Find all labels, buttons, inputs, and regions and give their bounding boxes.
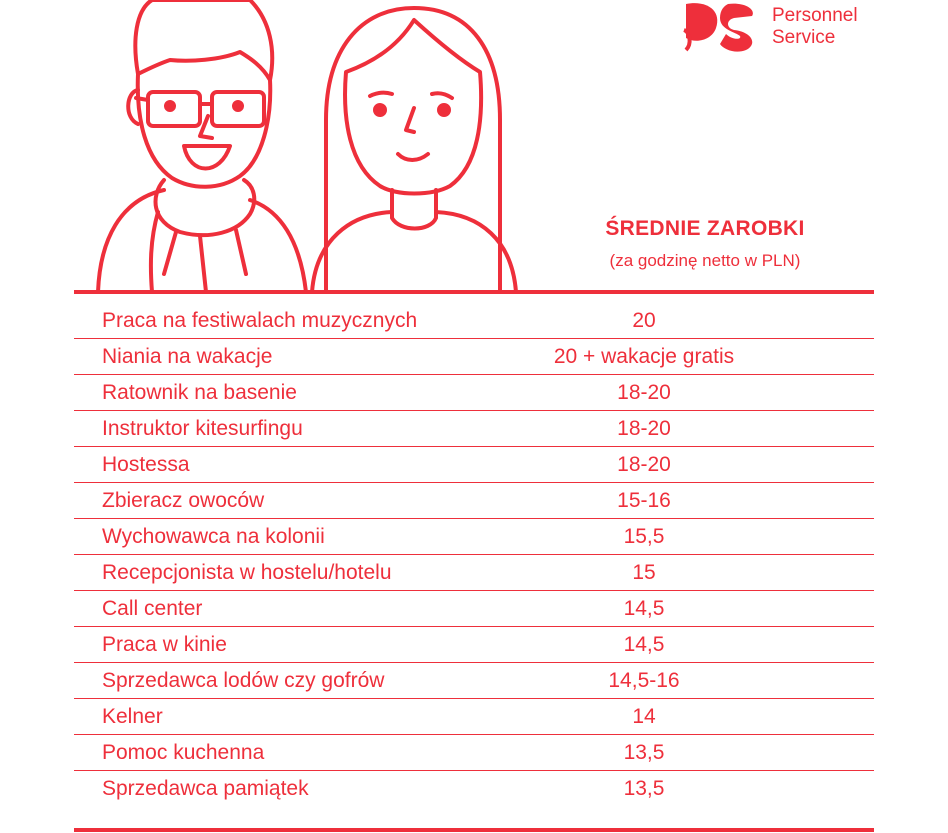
job-name: Praca na festiwalach muzycznych <box>102 308 418 332</box>
hourly-rate: 13,5 <box>623 740 665 764</box>
table-row <box>74 375 874 411</box>
hourly-rate: 20 <box>632 308 656 332</box>
job-name: Ratownik na basenie <box>102 380 297 404</box>
table-subtitle: (za godzinę netto w PLN) <box>609 251 801 270</box>
hourly-rate: 14,5-16 <box>608 668 680 692</box>
job-name: Recepcjonista w hostelu/hotelu <box>102 560 392 584</box>
ps-logo-icon <box>682 0 760 52</box>
earnings-table <box>74 303 874 807</box>
table-row <box>74 591 874 627</box>
job-name: Sprzedawca lodów czy gofrów <box>102 668 385 692</box>
table-row <box>74 483 874 519</box>
table-row <box>74 519 874 555</box>
job-name: Kelner <box>102 704 163 728</box>
job-name: Zbieracz owoców <box>102 488 265 512</box>
hourly-rate: 14,5 <box>623 632 665 656</box>
table-title: ŚREDNIE ZAROBKI <box>605 217 805 240</box>
table-row <box>74 303 874 339</box>
table-row <box>74 339 874 375</box>
hourly-rate: 15-16 <box>617 488 671 512</box>
logo-line-1: Personnel <box>772 5 858 26</box>
table-row <box>74 735 874 771</box>
job-name: Sprzedawca pamiątek <box>102 777 309 800</box>
hourly-rate: 14 <box>632 704 656 728</box>
job-name: Wychowawca na kolonii <box>102 524 325 548</box>
logo-line-2: Service <box>772 27 836 48</box>
bottom-divider <box>74 828 874 832</box>
hourly-rate: 18-20 <box>617 452 671 476</box>
table-row <box>74 411 874 447</box>
hourly-rate: 15,5 <box>623 524 665 548</box>
hourly-rate: 18-20 <box>617 380 671 404</box>
table-row <box>74 555 874 591</box>
table-row <box>74 699 874 735</box>
hourly-rate: 18-20 <box>617 416 671 440</box>
logo-text <box>772 5 858 49</box>
table-row <box>74 627 874 663</box>
hourly-rate: 14,5 <box>623 596 665 620</box>
table-row <box>74 663 874 699</box>
job-name: Call center <box>102 596 203 620</box>
two-people-illustration <box>80 0 530 292</box>
hourly-rate: 20 + wakacje gratis <box>553 344 735 368</box>
company-logo <box>682 0 882 56</box>
hourly-rate: 15 <box>632 560 656 584</box>
table-row <box>74 771 874 807</box>
top-divider <box>74 290 874 294</box>
job-name: Pomoc kuchenna <box>102 740 265 764</box>
table-row <box>74 447 874 483</box>
job-name: Hostessa <box>102 452 190 476</box>
job-name: Niania na wakacje <box>102 344 273 368</box>
job-name: Praca w kinie <box>102 632 227 656</box>
job-name: Instruktor kitesurfingu <box>102 416 303 440</box>
hourly-rate: 13,5 <box>623 777 665 800</box>
